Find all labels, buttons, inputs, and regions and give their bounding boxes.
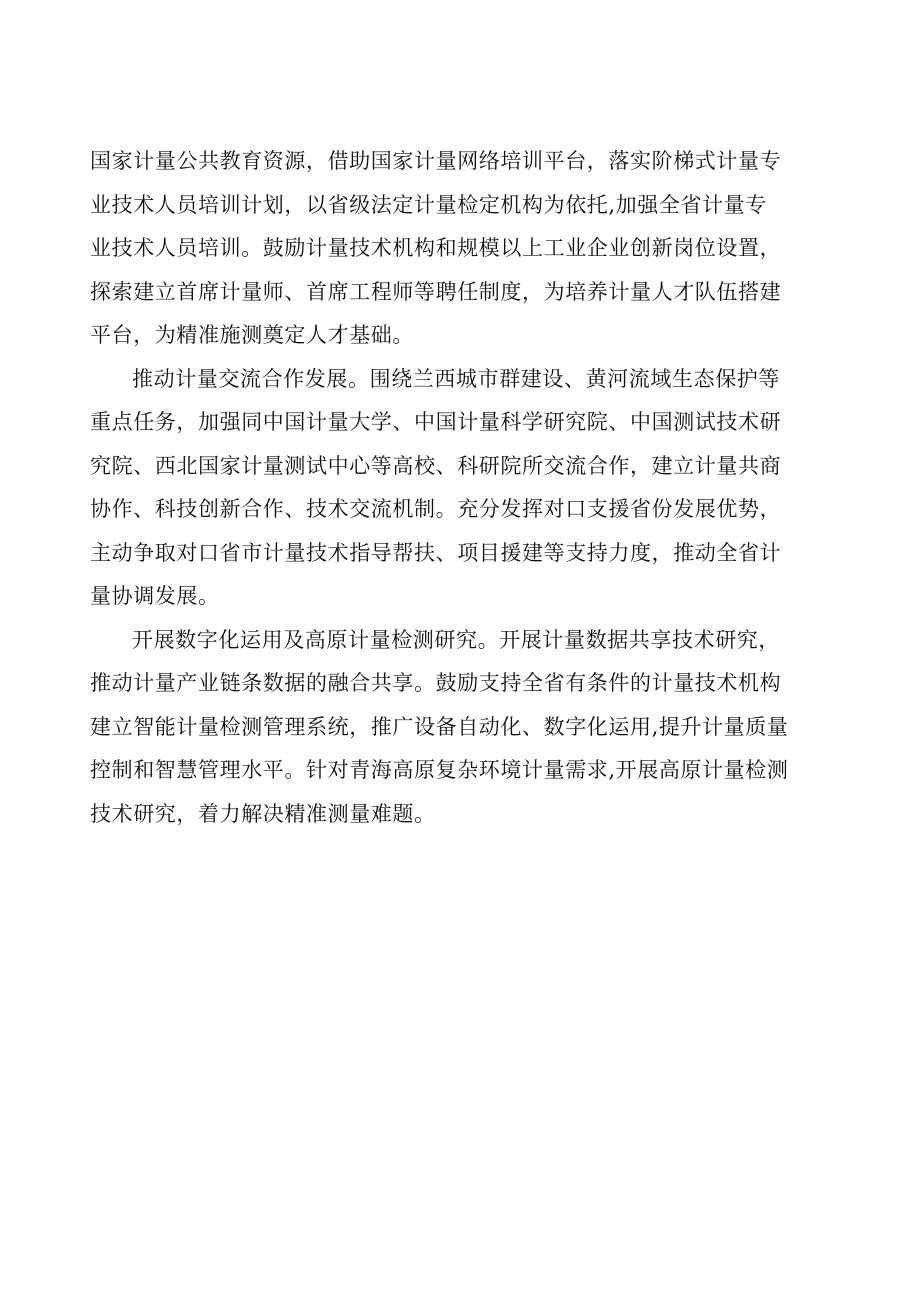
- text-line: 主动争取对口省市计量技术指导帮扶、项目援建等支持力度，推动全省计: [90, 540, 782, 565]
- text-line: 协作、科技创新合作、技术交流机制。充分发挥对口支援省份发展优势，: [90, 497, 782, 521]
- text-line: 重点任务，加强同中国计量大学、中国计量科学研究院、中国测试技术研: [90, 410, 782, 434]
- paragraph-1: [90, 140, 840, 358]
- text-line: 平台，为精准施测奠定人才基础。: [90, 323, 414, 347]
- paragraph-2: [90, 358, 840, 619]
- text-line: 业技术人员培训。鼓励计量技术机构和规模以上工业企业创新岗位设置，: [90, 236, 782, 260]
- text-line: 量协调发展。: [90, 584, 220, 608]
- paragraph-3: [90, 619, 840, 837]
- text-line: 推动计量交流合作发展。围绕兰西城市群建设、黄河流域生态保护等: [132, 366, 780, 391]
- text-line: 国家计量公共教育资源，借助国家计量网络培训平台，落实阶梯式计量专: [90, 149, 782, 173]
- text-line: 推动计量产业链条数据的融合共享。鼓励支持全省有条件的计量技术机构: [90, 671, 782, 695]
- document-body: [90, 140, 840, 836]
- text-line: 究院、西北国家计量测试中心等高校、科研院所交流合作，建立计量共商: [90, 453, 782, 478]
- text-line: 控制和智慧管理水平。针对青海高原复杂环境计量需求,开展高原计量检测: [90, 758, 789, 782]
- text-line: 业技术人员培训计划，以省级法定计量检定机构为依托,加强全省计量专: [90, 192, 767, 217]
- text-line: 开展数字化运用及高原计量检测研究。开展计量数据共享技术研究，: [132, 627, 780, 652]
- text-line: 建立智能计量检测管理系统，推广设备自动化、数字化运用,提升计量质量: [90, 714, 789, 739]
- text-line: 技术研究，着力解决精准测量难题。: [90, 801, 436, 826]
- text-line: 探索建立首席计量师、首席工程师等聘任制度，为培养计量人才队伍搭建: [90, 279, 782, 304]
